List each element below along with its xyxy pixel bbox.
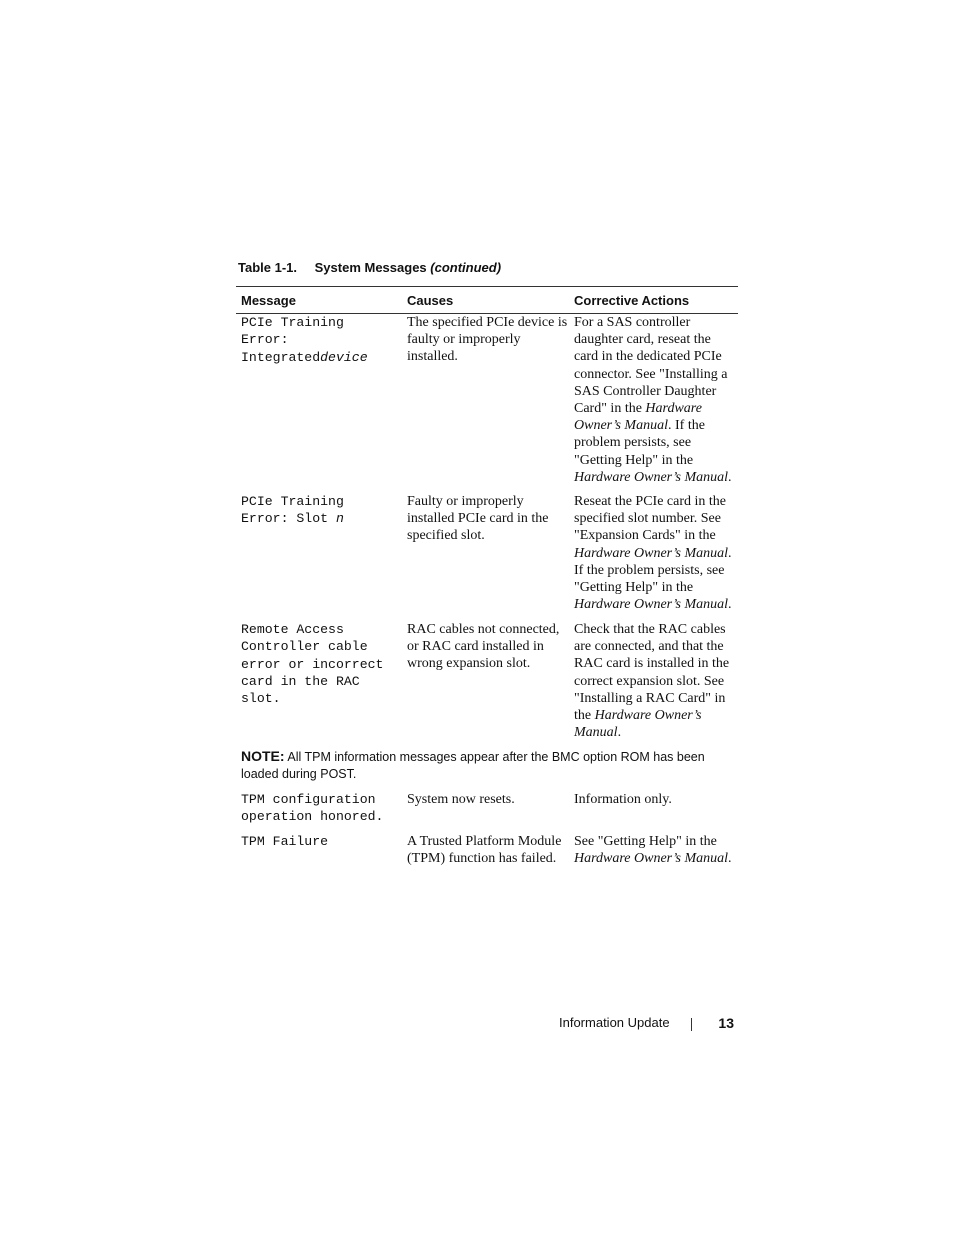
header-message: Message [241, 292, 296, 308]
action-cell [569, 791, 738, 826]
table-continued: (continued) [430, 260, 502, 275]
message-cell: TPM Failure [241, 834, 329, 849]
table-row [236, 791, 738, 826]
action-text: . [728, 851, 732, 867]
action-text: Check that the RAC cables are connected, and that the RAC card is installed in the correct expansion slot. See "Installing a RAC Card" in the [574, 622, 730, 724]
table-caption [238, 260, 501, 275]
header-causes: Causes [407, 292, 454, 308]
action-text: . If the problem persists, see "Getting Help" in the [574, 418, 705, 468]
table-header [236, 286, 738, 314]
table-number: Table 1-1. [238, 260, 298, 275]
manual-title: Hardware Owner’s Manual [574, 708, 702, 741]
action-text: See "Getting Help" in the [574, 834, 717, 849]
header-corrective-actions: Corrective Actions [574, 292, 690, 308]
causes-cell: System now resets. [407, 792, 515, 807]
footer-section-title: Information Update [559, 1015, 670, 1030]
message-cell: TPM configuration operation honored. [241, 792, 384, 825]
action-text: . [728, 597, 732, 613]
message-cell: PCIe Training Error: Integrateddevice [241, 315, 368, 365]
message-cell: Remote Access Controller cable error or incorrect card in the RAC slot. [241, 622, 384, 707]
manual-title: Hardware Owner’s Manual [574, 851, 729, 867]
manual-title: Hardware Owner’s Manual [574, 401, 702, 434]
manual-title: Hardware Owner’s Manual [574, 597, 729, 613]
action-cell [569, 493, 738, 613]
action-text: . If the problem persists, see "Getting Help" in the [574, 545, 732, 596]
note-text: All TPM information messages appear after the BMC option ROM has been loaded during POST. [241, 750, 705, 781]
action-text: . [617, 725, 622, 741]
manual-title: Hardware Owner’s Manual [574, 545, 729, 561]
table-row [236, 621, 738, 741]
action-text: Reseat the PCIe card in the specified slot number. See "Expansion Cards" in the [574, 494, 727, 544]
causes-cell: A Trusted Platform Module (TPM) function has failed. [407, 834, 562, 867]
footer-divider [691, 1018, 692, 1031]
page-number: 13 [718, 1015, 734, 1031]
action-text: . [728, 469, 732, 485]
action-text: For a SAS controller daughter card, reseat the card in the dedicated PCIe connector. See "Installing a SAS Controller Daughter Card" in the [574, 315, 728, 417]
manual-title: Hardware Owner’s Manual [574, 469, 729, 485]
causes-cell: The specified PCIe device is faulty or improperly installed. [407, 315, 568, 365]
action-cell [569, 314, 738, 486]
message-cell: PCIe Training Error: Slot n [241, 494, 344, 527]
table-row [236, 833, 738, 867]
table-title: System Messages [314, 260, 427, 275]
action-cell [569, 621, 738, 741]
causes-cell: Faulty or improperly installed PCIe card in the specified slot. [407, 494, 549, 544]
table-row [236, 493, 738, 613]
tpm-note [241, 748, 731, 783]
action-cell [569, 833, 738, 867]
note-label: NOTE: [241, 748, 285, 764]
action-text: Information only. [574, 792, 672, 807]
table-row [236, 314, 738, 486]
causes-cell: RAC cables not connected, or RAC card installed in wrong expansion slot. [407, 622, 560, 672]
